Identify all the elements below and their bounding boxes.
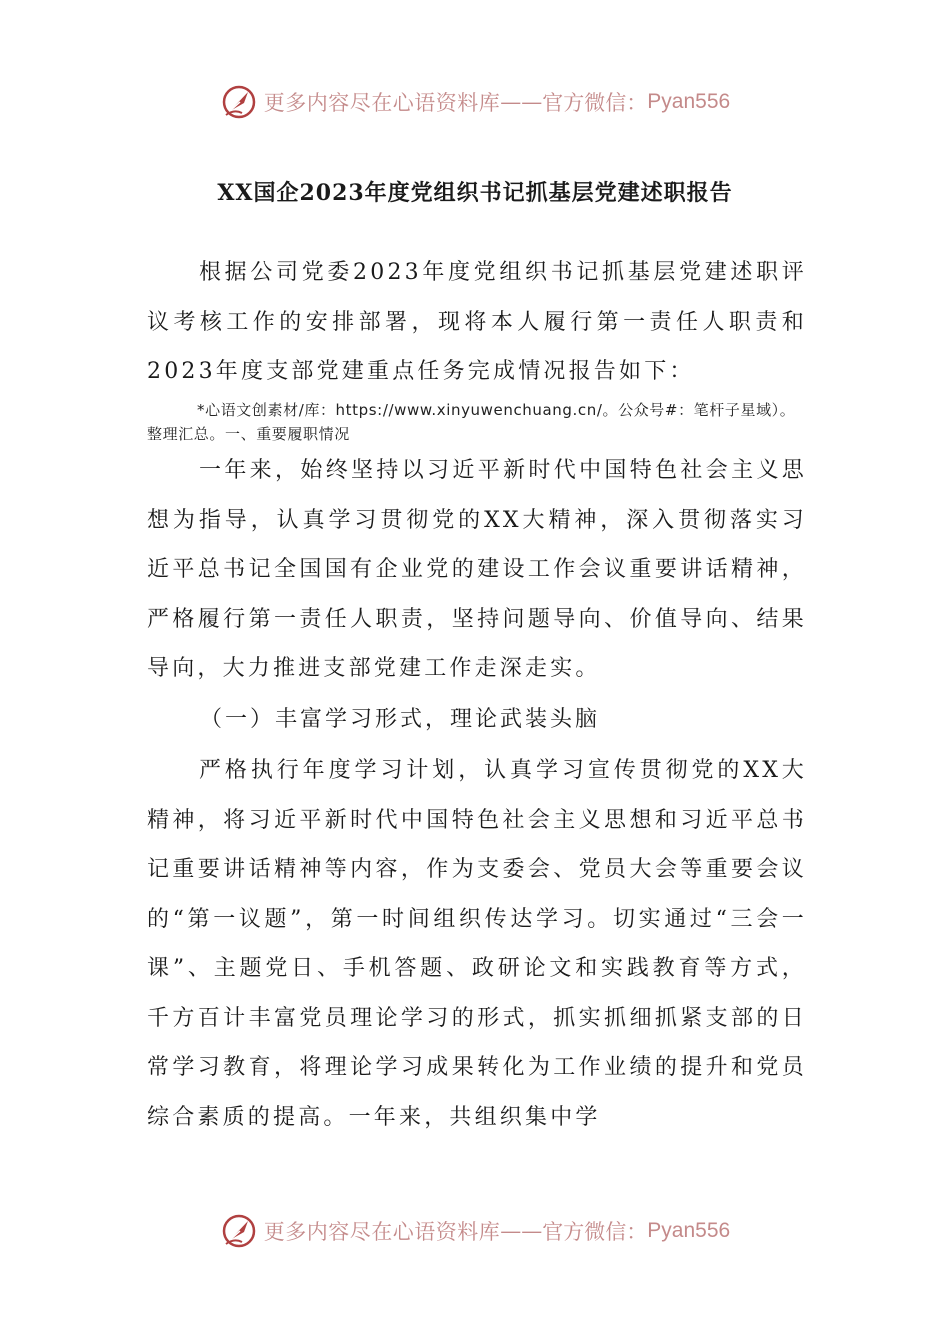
banner-wechat-label: 官方微信： bbox=[542, 91, 648, 115]
banner-text: 更多内容尽在心语资料库 bbox=[263, 1220, 501, 1244]
header-watermark bbox=[0, 82, 950, 122]
quill-logo-icon bbox=[220, 83, 258, 121]
document-title: XX国企2023年度党组织书记抓基层党建述职报告 bbox=[217, 180, 733, 206]
quill-logo-icon bbox=[220, 1212, 258, 1250]
body-paragraph-2: 严格执行年度学习计划，认真学习宣传贯彻党的XX大精神，将习近平新时代中国特色社会主义思想和习近平总书记重要讲话精神等内容，作为支委会、党员大会等重要会议的“第一议题”，第一时间组织传达学习。切实通过“三会一课”、主题党日、手机答题、政研论文和实践教育等方式，千方百计丰富党员理论学习的形式，抓实抓细抓紧支部的日常学习教育，将理论学习成果转化为工作业绩的提升和党员综合素质的提高。一年来，共组织集中学 bbox=[147, 758, 807, 1130]
intro-paragraph: 根据公司党委2023年度党组织书记抓基层党建述职评议考核工作的安排部署，现将本人履行第一责任人职责和2023年度支部党建重点任务完成情况报告如下： bbox=[147, 260, 807, 384]
body-paragraph-1: 一年来，始终坚持以习近平新时代中国特色社会主义思想为指导，认真学习贯彻党的XX大精神，深入贯彻落实习近平总书记全国国有企业党的建设工作会议重要讲话精神，严格履行第一责任人职责，坚持问题导向、价值导向、结果导向，大力推进支部党建工作走深走实。 bbox=[147, 458, 807, 681]
banner-wechat-id: Pyan556 bbox=[647, 1219, 731, 1242]
banner-separator: —— bbox=[500, 90, 543, 114]
banner-wechat-label: 官方微信： bbox=[542, 1220, 648, 1244]
banner-text: 更多内容尽在心语资料库 bbox=[263, 91, 501, 115]
banner-separator: —— bbox=[500, 1219, 543, 1243]
banner-wechat-id: Pyan556 bbox=[647, 90, 731, 113]
footer-watermark bbox=[0, 1211, 950, 1251]
source-note: *心语文创素材/库：https://www.xinyuwenchuang.cn/。公众号#：笔杆子星域）。整理汇总。一、重要履职情况 bbox=[147, 401, 796, 443]
section-heading-1: （一）丰富学习形式，理论武装头脑 bbox=[200, 707, 601, 732]
